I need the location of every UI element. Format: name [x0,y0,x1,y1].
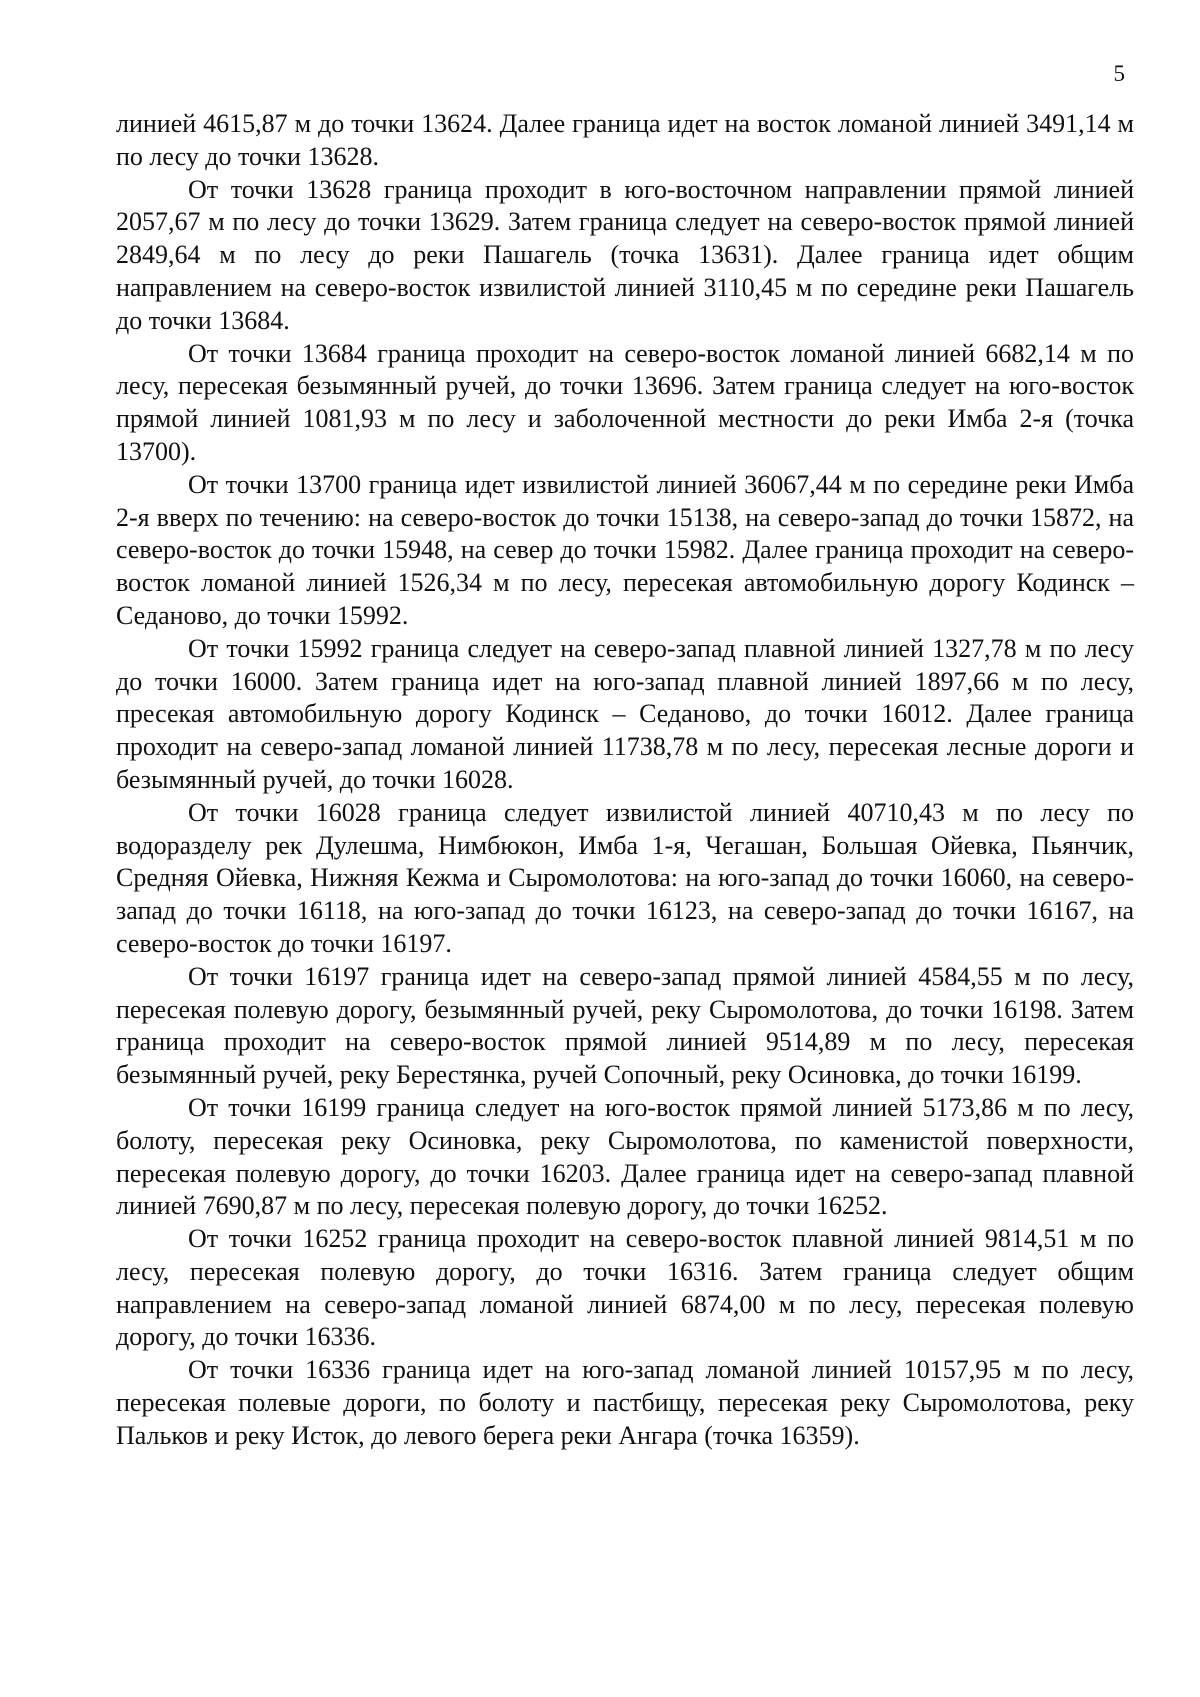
paragraph-4: От точки 13700 граница идет извилистой линией 36067,44 м по середине реки Имба 2-я вверх по течению: на северо-восток до точки 15138, на северо-запад до точки 15872, на северо-восток до точки 15948, на север до точки 15982. Далее граница проходит на северо-восток ломаной линией 1526,34 м по лесу, пересекая автомобильную дорогу Кодинск – Седаново, до точки 15992. [116,469,1134,630]
paragraph-8: От точки 16199 граница следует на юго-восток прямой линией 5173,86 м по лесу, болоту, пересекая реку Осиновка, реку Сыромолотова, по каменистой поверхности, пересекая полевую дорогу, до точки 16203. Далее граница идет на северо-запад плавной линией 7690,87 м по лесу, пересекая полевую дорогу, до точки 16252. [116,1092,1134,1221]
paragraph-10: От точки 16336 граница идет на юго-запад ломаной линией 10157,95 м по лесу, пересекая полевые дороги, по болоту и пастбищу, пересекая реку Сыромолотова, реку Пальков и реку Исток, до левого берега реки Ангара (точка 16359). [116,1355,1134,1450]
paragraph-9: От точки 16252 граница проходит на северо-восток плавной линией 9814,51 м по лесу, пересекая полевую дорогу, до точки 16316. Затем граница следует общим направлением на северо-запад ломаной линией 6874,00 м по лесу, пересекая полевую дорогу, до точки 16336. [116,1224,1134,1352]
page-number: 5 [1113,61,1125,86]
paragraph-7: От точки 16197 граница идет на северо-запад прямой линией 4584,55 м по лесу, пересекая полевую дорогу, безымянный ручей, реку Сыромолотова, до точки 16198. Затем граница проходит на северо-восток прямой линией 9514,89 м по лесу, пересекая безымянный ручей, реку Берестянка, ручей Сопочный, реку Осиновка, до точки 16199. [116,961,1134,1090]
paragraph-2: От точки 13628 граница проходит в юго-восточном направлении прямой линией 2057,67 м по лесу до точки 13629. Затем граница следует на северо-восток прямой линией 2849,64 м по лесу до реки Пашагель (точка 13631). Далее граница идет общим направлением на северо-восток извилистой линией 3110,45 м по середине реки Пашагель до точки 13684. [116,174,1134,335]
paragraph-5: От точки 15992 граница следует на северо-запад плавной линией 1327,78 м по лесу до точки 16000. Затем граница идет на юго-запад плавной линией 1897,66 м по лесу, пресекая автомобильную дорогу Кодинск – Седаново, до точки 16012. Далее граница проходит на северо-запад ломаной линией 11738,78 м по лесу, пересекая лесные дороги и безымянный ручей, до точки 16028. [116,633,1134,794]
document-body [116,108,1134,1453]
paragraph-6: От точки 16028 граница следует извилистой линией 40710,43 м по лесу по водоразделу рек Дулешма, Нимбюкон, Имба 1-я, Чегашан, Большая Ойевка, Пьянчик, Средняя Ойевка, Нижняя Кежма и Сыромолотова: на юго-запад до точки 16060, на северо-запад до точки 16118, на юго-запад до точки 16123, на северо-запад до точки 16167, на северо-восток до точки 16197. [116,797,1134,958]
paragraph-3: От точки 13684 граница проходит на северо-восток ломаной линией 6682,14 м по лесу, пересекая безымянный ручей, до точки 13696. Затем граница следует на юго-восток прямой линией 1081,93 м по лесу и заболоченной местности до реки Имба 2-я (точка 13700). [116,338,1134,466]
paragraph-1: линией 4615,87 м до точки 13624. Далее граница идет на восток ломаной линией 3491,14 м по лесу до точки 13628. [116,109,1134,171]
